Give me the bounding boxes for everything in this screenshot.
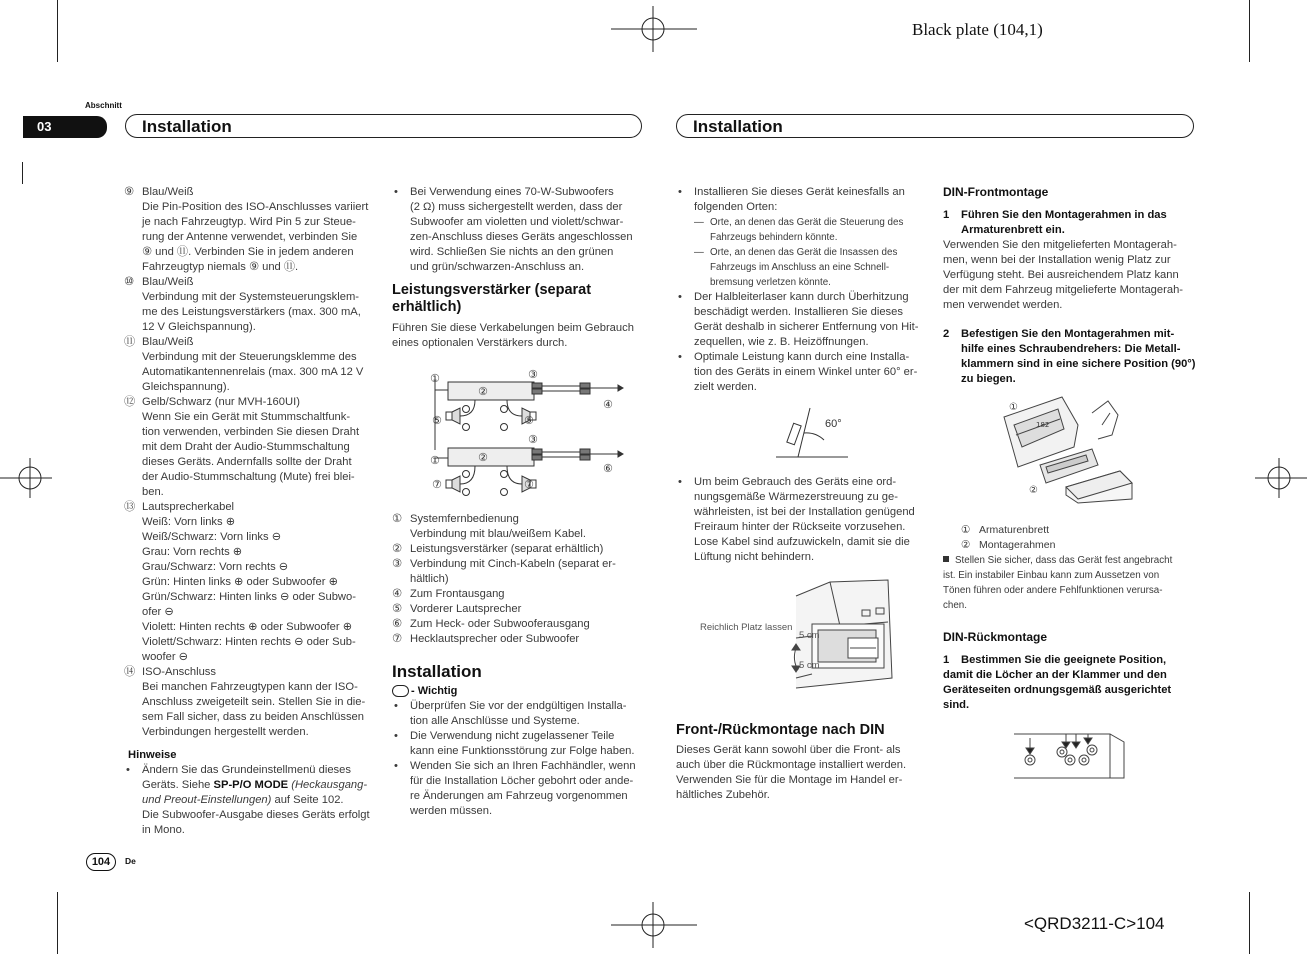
text-line: hältliches Zubehör.: [676, 789, 770, 801]
text-line: eines optionalen Verstärkers durch.: [392, 337, 568, 349]
text-line: Der Halbleiterlaser kann durch Überhitzung: [694, 291, 909, 303]
step-1-num: 1: [943, 209, 950, 221]
item-number: ⑫: [124, 396, 136, 408]
legend-line: Systemfernbedienung: [410, 513, 519, 525]
frame-legend: [943, 523, 1197, 553]
wire-item: [124, 665, 380, 740]
wire-item: [124, 335, 380, 395]
text-line: Lüftung nicht behindern.: [694, 551, 815, 563]
right-title: Installation: [693, 117, 783, 136]
front-rear-heading: Front-/Rückmontage nach DIN: [676, 722, 885, 738]
frame-label-2: ②: [1029, 485, 1038, 496]
frame-dimension: 182: [1036, 421, 1050, 429]
col2: [392, 185, 644, 351]
text-line: Verwenden Sie für die Montage im Handel er-: [676, 774, 903, 786]
note-line: Ändern Sie das Grundeinstellmenü dieses: [142, 764, 351, 776]
item-title: Blau/Weiß: [142, 336, 194, 348]
angle-diagram: [770, 400, 855, 460]
legend-item: [392, 512, 644, 542]
mounting-frame-diagram: [1000, 395, 1140, 505]
legend-number: ④: [392, 588, 403, 600]
frame-legend-item: [961, 538, 1197, 553]
rear-mount-diagram: [1012, 730, 1128, 782]
diagram-label-3b: ③: [528, 433, 538, 446]
section-number-text: 03: [37, 119, 52, 134]
legend-item: [392, 632, 644, 647]
item-line: Verbindung mit der Systemsteuerungsklem-: [142, 291, 360, 303]
text-line: Verwenden Sie den mitgelieferten Montagerah-: [943, 239, 1177, 251]
important-line: werden müssen.: [410, 805, 493, 817]
text-line: wird. Schließen Sie nichts an den grünen: [410, 246, 614, 258]
text-line: Um beim Gebrauch des Geräts eine ord-: [694, 476, 897, 488]
amplifier-diagram: [420, 366, 625, 500]
important-line: tion alle Anschlüsse und Systeme.: [410, 715, 580, 727]
frame-legend-item: [961, 523, 1197, 538]
frame-label-1: ①: [1009, 402, 1018, 413]
text-line: zen-Anschluss dieses Geräts angeschlossen: [410, 231, 633, 243]
bullet-icon: •: [394, 730, 398, 742]
legend-line: Leistungsverstärker (separat erhältlich): [410, 543, 604, 555]
diagram-label-4: ④: [603, 398, 613, 411]
text-line: und grün/schwarzen-Anschluss an.: [410, 261, 585, 273]
legend-item: [392, 587, 644, 602]
legend-line: Zum Heck- oder Subwooferausgang: [410, 618, 590, 630]
stability-note: [943, 553, 1197, 613]
important-line: für die Installation Löcher gebohrt oder ande-: [410, 775, 634, 787]
amp-heading-1: Leistungsverstärker (separat: [392, 282, 592, 298]
note-line: [142, 793, 380, 808]
step-2-num: 2: [943, 328, 950, 340]
text-line: tion des Geräts in einem Winkel unter 60° er-: [694, 366, 918, 378]
text-line: Subwoofer am violetten und violett/schwar-: [410, 216, 624, 228]
important-line: re Änderungen am Fahrzeug vorgenommen: [410, 790, 628, 802]
dash-line: bremsung verletzen könnte.: [710, 277, 831, 288]
important-icon: [392, 685, 409, 697]
legend-number: ⑥: [392, 618, 403, 630]
important-list: [392, 699, 644, 819]
square-bullet-icon: [943, 556, 949, 562]
item-title: ISO-Anschluss: [142, 666, 216, 678]
item-line: rung der Antenne verwendet, verbinden Sie: [142, 231, 358, 243]
item-line: 12 V Gleichspannung).: [142, 321, 256, 333]
item-line: Automatikantennenrelais (max. 300 mA 12 V: [142, 366, 364, 378]
clearance-diagram: [700, 578, 900, 693]
note-line: [142, 778, 380, 793]
text-line: zielt werden.: [694, 381, 757, 393]
front-rear-text: [676, 743, 928, 803]
text-line: ist. Ein instabiler Einbau kann zum Aussetzen von: [943, 570, 1160, 581]
rear-step-line: Geräteseiten ordnungsgemäß ausgerichtet: [943, 684, 1172, 696]
bullet-icon: •: [678, 476, 682, 488]
col4: [943, 185, 1197, 387]
section-label: Abschnitt: [85, 101, 122, 110]
bullet-icon: •: [394, 700, 398, 712]
col3-heat: [676, 475, 928, 565]
important-item: [392, 759, 644, 819]
item-line: woofer ⊖: [142, 651, 189, 663]
diagram-label-1: ①: [430, 372, 440, 385]
heat-text: [694, 475, 928, 565]
diagram-label-2b: ②: [478, 451, 488, 464]
bullet-icon: •: [126, 764, 130, 776]
diagram-label-5a: ⑤: [432, 414, 442, 427]
diagram-label-2: ②: [478, 385, 488, 398]
legend-item: [392, 602, 644, 617]
note-line: Die Subwoofer-Ausgabe dieses Geräts erfolgt: [142, 809, 370, 821]
col3-front-rear: [676, 722, 928, 803]
legend-line: Verbindung mit Cinch-Kabeln (separat er-: [410, 558, 616, 570]
important-item: [392, 729, 644, 759]
wire-item: [124, 500, 380, 665]
amp-heading: [392, 282, 644, 316]
text-line: zu biegen.: [961, 373, 1016, 385]
rear-step-title: [943, 653, 1197, 713]
legend-line: hältlich): [410, 573, 449, 585]
step-1-text: [943, 238, 1197, 313]
text-line: Tönen führen oder andere Fehlfunktionen verursa-: [943, 585, 1163, 596]
text-line: klammern sind in eine sichere Position (90°): [961, 358, 1196, 370]
legend-line: Zum Frontausgang: [410, 588, 505, 600]
item-line: Grün/Schwarz: Hinten links ⊖ oder Subwo-: [142, 591, 356, 603]
note-italic-2: und Preout-Einstellungen): [142, 794, 272, 806]
clearance-cm-2: 5 cm: [799, 660, 820, 671]
legend-number: ③: [392, 558, 403, 570]
note-link: SP-P/O MODE: [213, 779, 289, 791]
important-item: [392, 699, 644, 729]
clearance-cm-1: 5 cm: [799, 630, 820, 641]
item-line: der Audio-Stummschaltung (Mute) frei blei-: [142, 471, 355, 483]
angle-bullet: [676, 350, 928, 395]
text-line: Armaturenbrett ein.: [961, 224, 1065, 236]
item-line: Weiß: Vorn links ⊕: [142, 516, 236, 528]
text-line: hilfe eines Schraubendrehers: Die Metall-: [961, 343, 1181, 355]
item-line: mit dem Draht der Audio-Stummschaltung: [142, 441, 350, 453]
diagram-label-1b: ①: [430, 454, 440, 467]
text-line: chen.: [943, 600, 967, 611]
bullet-icon: •: [678, 351, 682, 363]
important-line: Wenden Sie sich an Ihren Fachhändler, wenn: [410, 760, 636, 772]
note-item: [124, 763, 380, 838]
col2-lower: [392, 512, 644, 819]
item-line: Anschluss zweigeteilt sein. Stellen Sie in die-: [142, 696, 366, 708]
right-title-bar: [676, 114, 1194, 138]
text-line: Führen Sie diese Verkabelungen beim Gebrauch: [392, 322, 634, 334]
angle-text: [694, 350, 928, 395]
dash-line: Fahrzeugs im Anschluss an eine Schnell-: [710, 262, 890, 273]
item-line: ⑨ und ⑪. Verbinden Sie in jedem anderen: [142, 246, 354, 258]
page-number: 104: [91, 856, 111, 868]
dash-icon: —: [694, 217, 704, 228]
amp-legend: [392, 512, 644, 647]
text-line: folgenden Orten:: [694, 201, 778, 213]
dash-icon: —: [694, 247, 704, 258]
diagram-label-5b: ⑤: [524, 414, 534, 427]
item-line: Verbindungen hergestellt werden.: [142, 726, 309, 738]
important-label: Wichtig: [417, 685, 458, 697]
wire-item: [124, 395, 380, 500]
text-line: Lose Kabel sind aufzuwickeln, damit sie die: [694, 536, 910, 548]
step-1-title: [943, 208, 1197, 238]
text-line: beschädigt werden. Installieren Sie dieses: [694, 306, 903, 318]
wire-item: [124, 185, 380, 275]
step-2-title: [943, 327, 1197, 387]
item-line: Verbindung mit der Steuerungsklemme des: [142, 351, 357, 363]
text-line: auch über die Rückmontage installiert werden.: [676, 759, 907, 771]
important-row: - Wichtig: [392, 684, 644, 699]
notes-heading: Hinweise: [128, 749, 177, 761]
install-heading: Installation: [392, 662, 482, 681]
legend-line: Vorderer Lautsprecher: [410, 603, 522, 615]
note-italic: (Heckausgang-: [288, 779, 368, 791]
language-code: De: [125, 856, 136, 866]
bullet-icon: •: [394, 760, 398, 772]
text-line: Führen Sie den Montagerahmen in das: [961, 209, 1167, 221]
diagram-label-6: ⑥: [603, 462, 613, 475]
text-line: währleisten, ist bei der Installation genügend: [694, 506, 915, 518]
subwoofer-bullet: [392, 185, 644, 275]
item-line: Fahrzeugtyp niemals ⑨ und ⑪.: [142, 261, 299, 273]
heat-bullet: [676, 475, 928, 565]
item-line: ofer ⊖: [142, 606, 174, 618]
amp-heading-2: erhältlich): [392, 299, 462, 315]
din-rear-heading: DIN-Rückmontage: [943, 630, 1048, 644]
item-line: sem Fall sicher, dass zu beiden Anschlüssen: [142, 711, 365, 723]
item-number: ⑭: [124, 666, 136, 678]
note-pre: Geräts. Siehe: [142, 779, 214, 791]
step-2-title-text: [961, 327, 1197, 387]
legend-number: ⑤: [392, 603, 403, 615]
legend-number: ⑦: [392, 633, 403, 645]
left-title-bar: [125, 114, 642, 138]
step-1-title-text: [961, 208, 1197, 238]
text-line: Installieren Sie dieses Gerät keinesfalls an: [694, 186, 905, 198]
text-line: Freiraum hinter der Rückseite vorzusehen.: [694, 521, 906, 533]
col1: [124, 185, 380, 838]
item-line: me des Leistungsverstärkers (max. 300 mA,: [142, 306, 361, 318]
rear-step-line: damit die Löcher an der Klammer und den: [943, 669, 1167, 681]
item-title: Blau/Weiß: [142, 276, 194, 288]
important-line: Überprüfen Sie vor der endgültigen Installa-: [410, 700, 627, 712]
dash-item: [676, 215, 928, 245]
legend-line: Verbindung mit blau/weißem Kabel.: [410, 528, 586, 540]
item-title: Lautsprecherkabel: [142, 501, 235, 513]
legend-number: ②: [392, 543, 403, 555]
item-line: Bei manchen Fahrzeugtypen kann der ISO-: [142, 681, 358, 693]
wire-item: [124, 275, 380, 335]
text-line: Bei Verwendung eines 70-W-Subwoofers: [410, 186, 614, 198]
location-text: [694, 185, 928, 215]
dash-item: [676, 245, 928, 290]
note-line: in Mono.: [142, 824, 185, 836]
text-line: Verfügung steht. Bei ausreichendem Platz kann: [943, 269, 1179, 281]
rear-step-line: sind.: [943, 699, 970, 711]
stability-note-rest: [943, 568, 1197, 613]
rear-step-num: 1: [943, 654, 950, 666]
frame-legend-number: ①: [961, 524, 971, 536]
location-dashes: [676, 215, 928, 290]
bullet-icon: •: [678, 186, 682, 198]
item-line: dieses Geräts. Andernfalls sollte der Draht: [142, 456, 352, 468]
item-title: Blau/Weiß: [142, 186, 194, 198]
diagram-label-7a: ⑦: [432, 478, 442, 491]
text-line: Gerät deshalb in sicherer Entfernung von Hit-: [694, 321, 919, 333]
dash-line: Fahrzeugs behindern könnte.: [710, 232, 838, 243]
wire-list: [124, 185, 380, 740]
left-title: Installation: [142, 117, 232, 136]
item-line: Grün: Hinten links ⊕ oder Subwoofer ⊕: [142, 576, 338, 588]
important-line: kann eine Funktionsstörung zur Folge haben.: [410, 745, 635, 757]
item-line: Grau: Vorn rechts ⊕: [142, 546, 243, 558]
item-line: Weiß/Schwarz: Vorn links ⊖: [142, 531, 282, 543]
text-line: nungsgemäße Wärmezerstreuung zu ge-: [694, 491, 898, 503]
note-after: auf Seite 102.: [271, 794, 344, 806]
text-line: Befestigen Sie den Montagerahmen mit-: [961, 328, 1175, 340]
diagram-label-7b: ⑦: [524, 478, 534, 491]
page-number-badge: [86, 853, 116, 871]
text-line: zequellen, wie z. B. Heizöffnungen.: [694, 336, 869, 348]
legend-number: ①: [392, 513, 403, 525]
dash-line: Orte, an denen das Gerät die Insassen des: [710, 247, 898, 258]
item-line: Die Pin-Position des ISO-Anschlusses variiert: [142, 201, 369, 213]
item-number: ⑬: [124, 501, 136, 513]
laser-bullet: [676, 290, 928, 350]
item-line: Violett/Schwarz: Hinten rechts ⊖ oder Sub-: [142, 636, 356, 648]
stability-note-first: Stellen Sie sicher, dass das Gerät fest angebracht: [955, 555, 1173, 566]
diagram-label-3: ③: [528, 368, 538, 381]
col4-lower: [943, 523, 1197, 713]
plate-label: Black plate (104,1): [912, 20, 1043, 39]
text-line: men verwendet werden.: [943, 299, 1063, 311]
subwoofer-text: [410, 185, 644, 275]
legend-item: [392, 617, 644, 632]
frame-legend-number: ②: [961, 539, 971, 551]
item-line: Violett: Hinten rechts ⊕ oder Subwoofer ⊕: [142, 621, 353, 633]
text-line: (2 Ω) muss sichergestellt werden, dass der: [410, 201, 623, 213]
document-code: <QRD3211-C>104: [1024, 914, 1165, 933]
item-line: ben.: [142, 486, 164, 498]
angle-label: 60°: [825, 418, 842, 430]
legend-line: Hecklautsprecher oder Subwoofer: [410, 633, 580, 645]
rear-step-text: [943, 653, 1197, 713]
important-line: Die Verwendung nicht zugelassener Teile: [410, 730, 615, 742]
laser-text: [694, 290, 928, 350]
item-number: ⑨: [124, 186, 135, 198]
text-line: men, wenn bei der Installation wenig Platz zur: [943, 254, 1171, 266]
frame-legend-text: Montagerahmen: [979, 539, 1056, 551]
legend-item: [392, 542, 644, 557]
bullet-icon: •: [678, 291, 682, 303]
item-number: ⑪: [124, 336, 136, 348]
item-line: je nach Fahrzeugtyp. Wird Pin 5 zur Steue-: [142, 216, 356, 228]
dash-line: Orte, an denen das Gerät die Steuerung des: [710, 217, 904, 228]
item-title: Gelb/Schwarz (nur MVH-160UI): [142, 396, 300, 408]
item-number: ⑩: [124, 276, 135, 288]
legend-item: [392, 557, 644, 587]
col3: [676, 185, 928, 395]
din-front-heading: DIN-Frontmontage: [943, 185, 1049, 199]
rear-step-line: Bestimmen Sie die geeignete Position,: [961, 654, 1167, 666]
item-line: tion verwenden, verbinden Sie diesen Draht: [142, 426, 360, 438]
frame-legend-text: Armaturenbrett: [979, 524, 1050, 536]
clearance-label: Reichlich Platz lassen: [700, 622, 793, 633]
section-number: [23, 116, 107, 138]
text-line: Optimale Leistung kann durch eine Installa-: [694, 351, 910, 363]
amp-intro: [392, 321, 644, 351]
bullet-icon: •: [394, 186, 398, 198]
text-line: der mit dem Fahrzeug mitgelieferte Montagerah-: [943, 284, 1184, 296]
item-line: Wenn Sie ein Gerät mit Stummschaltfunk-: [142, 411, 351, 423]
text-line: Dieses Gerät kann sowohl über die Front- als: [676, 744, 901, 756]
item-line: Gleichspannung).: [142, 381, 230, 393]
location-bullet: [676, 185, 928, 215]
item-line: Grau/Schwarz: Vorn rechts ⊖: [142, 561, 289, 573]
